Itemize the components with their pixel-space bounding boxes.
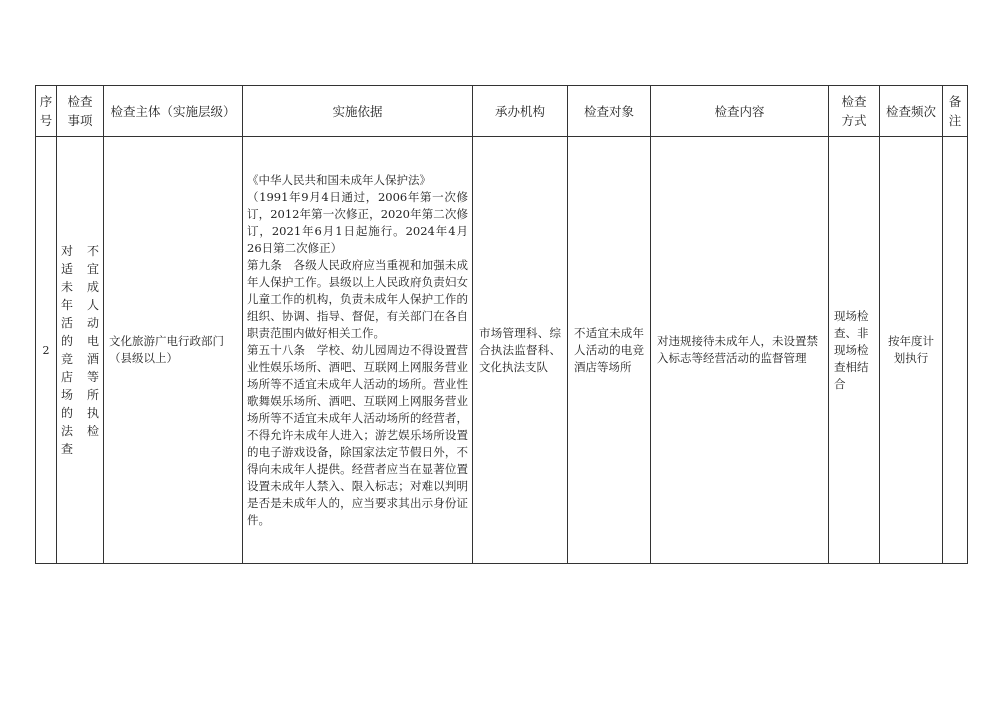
item-char: 适 [60,262,73,276]
row-basis [243,137,473,564]
table-row [36,137,968,564]
row-seq: 2 [36,137,57,564]
basis-law-title: 《中华人民共和国未成年人保护法》 [247,172,431,187]
item-char: 检 [87,424,100,438]
basis-revision-history: （1991年9月4日通过，2006年第一次修订，2012年第一次修正，2020年第二次修订，2021年6月1日起施行。2024年4月26日第二次修正） [247,189,468,255]
item-char: 所 [87,388,100,402]
header-org: 承办机构 [473,86,568,137]
item-char: 法 [60,424,73,438]
inspection-table [35,85,968,564]
row-content: 对违规接待未成年人，未设置禁入标志等经营活动的监督管理 [651,137,829,564]
item-char: 等 [87,370,100,384]
basis-article-58: 第五十八条 学校、幼儿园周边不得设置营业性娱乐场所、酒吧、互联网上网服务营业场所等不适宜未成年人活动的场所。营业性歌舞娱乐场所、酒吧、互联网上网服务营业场所等不适宜未成年人活动场所的经营者，不得允许未成年人进入；游艺娱乐场所设置的电子游戏设备，除国家法定节假日外，不得向未成年人提供。经营者应当在显著位置设置未成年人禁入、限入标志；对难以判明是否是未成年人的，应当要求其出示身份证件。 [247,342,468,527]
item-char: 竞 [60,352,73,366]
item-char: 对 [60,244,73,258]
header-item-line2: 事项 [67,113,93,128]
row-target: 不适宜未成年人活动的电竞酒店等场所 [568,137,651,564]
row-method-text: 现场检查、非现场检查相结合 [834,308,869,391]
header-method-line2: 方式 [841,113,867,128]
header-basis: 实施依据 [243,86,473,137]
header-seq-line2: 号 [39,113,53,128]
basis-article-9: 第九条 各级人民政府应当重视和加强未成年人保护工作。县级以上人民政府负责妇女儿童工作的机构，负责未成年人保护工作的组织、协调、指导、督促，有关部门在各自职责范围内做好相关工作。 [247,257,468,340]
item-char: 查 [60,442,73,456]
item-char: 的 [60,334,73,348]
row-method [829,137,880,564]
row-note [943,137,968,564]
item-char: 的 [60,406,73,420]
item-char: 未 [60,280,73,294]
row-item-left-column [61,242,73,458]
header-seq [36,86,57,137]
header-content: 检查内容 [651,86,829,137]
row-item-right-column [87,242,99,458]
row-org: 市场管理科、综合执法监督科、文化执法支队 [473,137,568,564]
item-char: 活 [60,316,73,330]
row-subject: 文化旅游广电行政部门（县级以上） [104,137,243,564]
item-char: 宜 [87,262,100,276]
row-freq: 按年度计划执行 [880,137,943,564]
item-char: 执 [87,406,100,420]
header-item [57,86,104,137]
header-method [829,86,880,137]
item-char: 动 [87,316,100,330]
header-seq-line1: 序 [39,94,53,109]
item-char: 店 [60,370,73,384]
row-item [57,137,104,564]
header-freq: 检查频次 [880,86,943,137]
item-char: 不 [87,244,100,258]
item-char: 人 [87,298,100,312]
header-note [943,86,968,137]
header-note-line1: 备 [948,94,962,109]
header-subject: 检查主体（实施层级） [104,86,243,137]
header-target: 检查对象 [568,86,651,137]
item-char: 成 [87,280,100,294]
item-char: 电 [87,334,100,348]
item-char: 年 [60,298,73,312]
header-note-line2: 注 [948,113,962,128]
header-item-line1: 检查 [67,94,93,109]
item-char: 场 [60,388,73,402]
item-char: 酒 [87,352,100,366]
table-header [36,86,968,137]
header-method-line1: 检查 [841,94,867,109]
